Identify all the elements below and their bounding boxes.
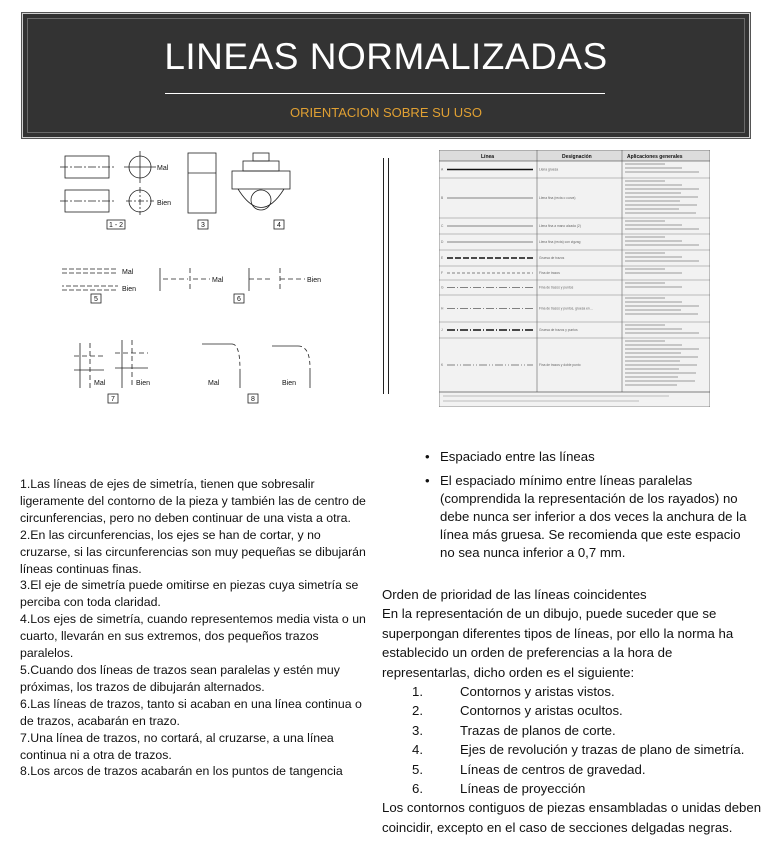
priority-intro: En la representación de un dibujo, puede suceder que se superpongan diferentes tipos de líneas, por ello la norma ha establecido un orden de preferencias a la hora de representarlas, dicho orden es el siguiente: (382, 606, 734, 680)
priority-item (382, 740, 762, 759)
divider-line-left (383, 158, 384, 394)
rule-item: 3.El eje de simetría puede omitirse en piezas cuya simetría se perciba con toda claridad. (20, 578, 359, 610)
bullet-item (425, 472, 755, 562)
label-mal: Mal (208, 380, 220, 387)
table-row-designation: Llena gruesa (539, 167, 559, 172)
priority-heading: Orden de prioridad de las líneas coincidentes (382, 587, 647, 602)
table-row-designation: Llena fina (recta o curva) (539, 196, 576, 200)
label-bien: Bien (136, 380, 151, 387)
priority-text: Ejes de revolución y trazas de plano de simetría. (460, 742, 745, 758)
label-mal: Mal (94, 380, 106, 387)
priority-number: 1. (412, 684, 423, 700)
line-usage-figure (60, 148, 360, 408)
table-row-designation: Fina de trazos y doble punto (539, 363, 581, 367)
table-row-code: D (441, 240, 444, 244)
fig-number-5: 5 (94, 296, 98, 303)
label-bien: Bien (307, 277, 322, 284)
bullet-icon: • (425, 473, 430, 488)
title-underline (165, 93, 605, 94)
bullet-icon: • (425, 449, 430, 464)
table-row-designation: Llena fina (recta) con zigzag (539, 240, 581, 244)
bullet-text: El espaciado mínimo entre líneas paralelas (comprendida la representación de los rayados) no debe nunca ser inferior a dos veces la anchura de la línea más gruesa. Se recomienda que este espacio no sea nunca inferior a 0,7 mm. (440, 473, 747, 560)
priority-number: 4. (412, 742, 423, 758)
priority-item (382, 760, 762, 779)
rule-item: 5.Cuando dos líneas de trazos sean paralelas y estén muy próximas, los trazos de dibujarán alternados. (20, 662, 340, 694)
fig-number-8: 8 (251, 396, 255, 403)
priority-list (382, 682, 762, 798)
table-header-applications: Aplicaciones generales (627, 154, 683, 160)
label-bien: Bien (122, 286, 137, 293)
priority-section (382, 585, 762, 837)
spacing-bullets (425, 448, 755, 568)
table-row-code: E (441, 256, 444, 260)
rule-item: 7.Una línea de trazos, no cortará, al cruzarse, a una línea continua ni a otra de trazos. (20, 730, 334, 762)
priority-text: Líneas de proyección (460, 781, 586, 797)
table-row-designation: Fina de trazos y puntos (539, 285, 574, 290)
table-row-code: H (441, 306, 444, 311)
priority-item (382, 721, 762, 740)
priority-closing: Los contornos contiguos de piezas ensambladas o unidas deben coincidir, excepto en el caso de secciones delgadas negras. (382, 800, 762, 835)
table-row-code: K (441, 363, 444, 367)
table-row-code: B (441, 196, 444, 200)
priority-number: 6. (412, 781, 423, 797)
rule-item: 1.Las líneas de ejes de simetría, tienen que sobresalir ligeramente del contorno de la pieza y también las de centro de circunferencias, pero no deben continuar de una vista a otra. (20, 477, 366, 525)
label-bien: Bien (282, 380, 297, 387)
page-title: LINEAS NORMALIZADAS (164, 36, 608, 77)
fig3-rect (188, 153, 216, 213)
fig-number-4: 4 (277, 222, 281, 229)
priority-number: 3. (412, 722, 423, 738)
table-row-designation: Fina de trazos (539, 271, 560, 275)
fig-number-3: 3 (201, 222, 205, 229)
table-row-designation: Fina de trazos y puntos, gruesa en… (539, 306, 594, 311)
table-header-designation: Designación (562, 154, 592, 160)
label-mal: Mal (122, 269, 134, 276)
line-types-table (439, 150, 710, 407)
priority-number: 5. (412, 761, 423, 777)
table-row-designation: Gruesa de trazos (539, 256, 565, 260)
priority-item (382, 701, 762, 720)
rule-item: 4.Los ejes de simetría, cuando representemos media vista o un cuarto, llevarán en sus extremos, dos pequeños trazos paralelos. (20, 612, 366, 661)
title-banner (22, 13, 750, 138)
rule-item: 6.Las líneas de trazos, tanto si acaban en una línea continua o de trazos, acabarán en trazo. (20, 696, 362, 728)
table-header-line: Línea (481, 154, 495, 160)
fig-number-6: 6 (237, 296, 241, 303)
table-row-code: F (441, 271, 444, 275)
page-subtitle: ORIENTACION SOBRE SU USO (290, 105, 482, 120)
bullet-item (425, 448, 755, 466)
priority-text: Contornos y aristas ocultos. (460, 703, 623, 719)
bullet-text: Espaciado entre las líneas (440, 449, 595, 464)
table-row-code: J (441, 328, 443, 332)
fig-number-1: 1 - 2 (109, 222, 124, 229)
label-bien: Bien (157, 200, 172, 207)
divider-line-right (388, 158, 389, 394)
priority-text: Trazas de planos de corte. (460, 722, 616, 738)
priority-item (382, 682, 762, 701)
rule-item: 2.En las circunferencias, los ejes se han de cortar, y no cruzarse, si las circunferencias son muy pequeñas se dibujarán líneas continuas finas. (20, 527, 366, 576)
table-row-code: G (441, 285, 444, 290)
rule-item: 8.Los arcos de trazos acabarán en los puntos de tangencia (20, 764, 343, 779)
priority-item (382, 779, 762, 798)
fig4-arc (238, 189, 284, 208)
fig-number-7: 7 (111, 396, 115, 403)
priority-number: 2. (412, 703, 423, 719)
rules-list (20, 476, 370, 780)
table-row-code: A (441, 167, 444, 172)
label-mal: Mal (212, 277, 224, 284)
label-mal: Mal (157, 165, 169, 172)
priority-text: Contornos y aristas vistos. (460, 684, 615, 700)
table-row-code: C (441, 224, 444, 228)
table-row-designation: Gruesa de trazos y puntos (539, 328, 578, 332)
priority-text: Líneas de centros de gravedad. (460, 761, 646, 777)
table-row-designation: Llena fina a mano alzada (2) (539, 224, 581, 228)
